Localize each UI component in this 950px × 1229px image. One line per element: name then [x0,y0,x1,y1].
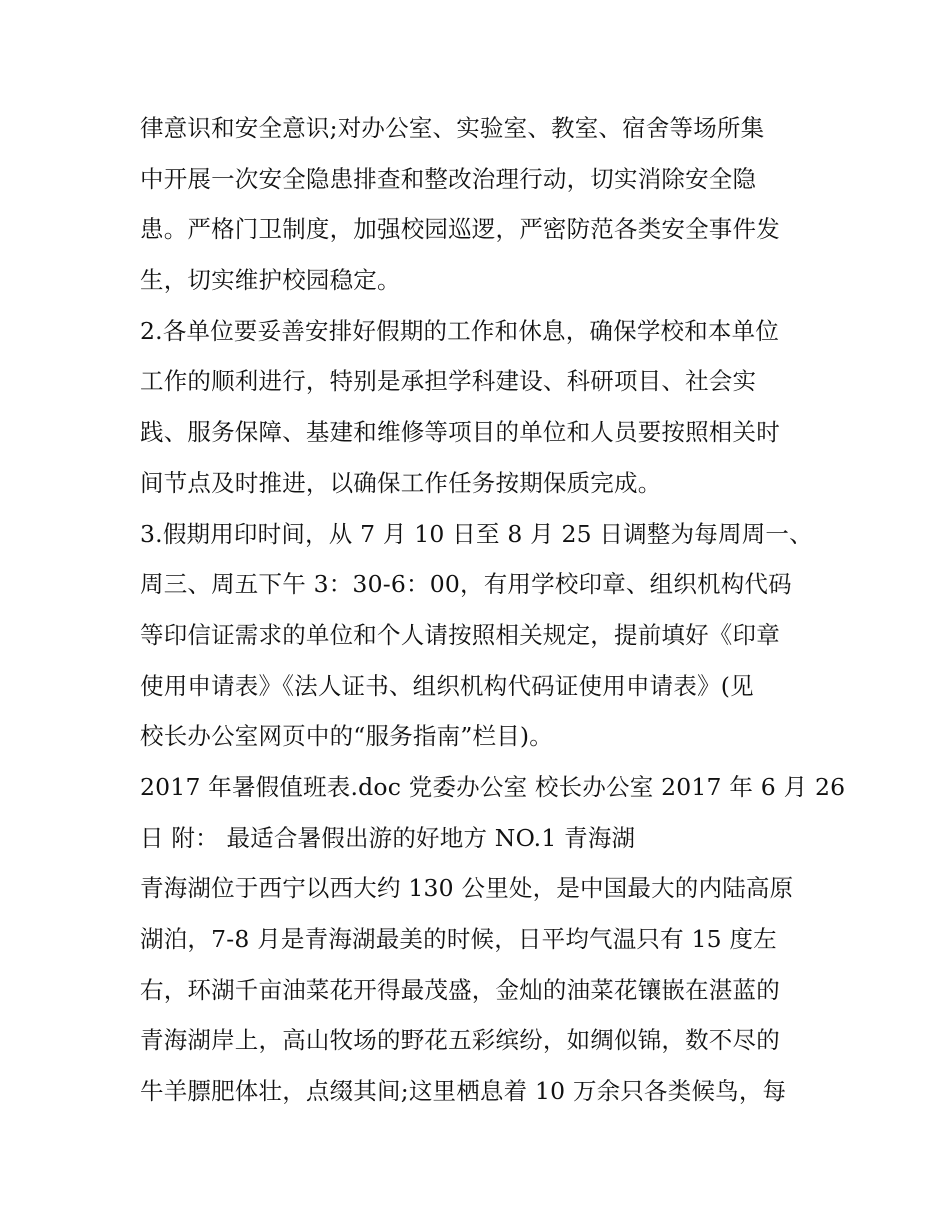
text-line: 践、服务保障、基建和维修等项目的单位和人员要按照相关时 [140,418,780,447]
text-line: 等印信证需求的单位和个人请按照相关规定，提前填好《印章 [140,620,780,649]
text-line: 3.假期用印时间，从 7 月 10 日至 8 月 25 日调整为每周周一、 [140,519,813,548]
text-line: 湖泊，7-8 月是青海湖最美的时候，日平均气温只有 15 度左 [140,925,777,953]
text-line: 牛羊膘肥体壮，点缀其间;这里栖息着 10 万余只各类候鸟，每 [140,1077,787,1106]
text-line: 工作的顺利进行，特别是承担学科建设、科研项目、社会实 [140,367,757,396]
text-line: 患。严格门卫制度，加强校园巡逻，严密防范各类安全事件发 [140,215,780,244]
text-line: 青海湖岸上，高山牧场的野花五彩缤纷，如绸似锦，数不尽的 [140,1026,780,1055]
text-line: 日 附： 最适合暑假出游的好地方 NO.1 青海湖 [140,823,636,852]
text-line: 2017 年暑假值班表.doc 党委办公室 校长办公室 2017 年 6 月 26 [140,772,846,801]
text-line: 青海湖位于西宁以西大约 130 公里处，是中国最大的内陆高原 [140,874,794,903]
text-line: 使用申请表》《法人证书、组织机构代码证使用申请表》(见 [140,671,754,700]
text-line: 中开展一次安全隐患排查和整改治理行动，切实消除安全隐 [140,164,757,193]
text-line: 律意识和安全意识;对办公室、实验室、教室、宿舍等场所集 [140,114,765,142]
text-line: 生，切实维护校园稳定。 [140,266,401,295]
text-line: 右，环湖千亩油菜花开得最茂盛，金灿的油菜花镶嵌在湛蓝的 [140,975,780,1004]
text-line: 校长办公室网页中的“服务指南”栏目)。 [140,722,553,751]
body-text [140,103,846,1117]
text-line: 间节点及时推进，以确保工作任务按期保质完成。 [140,468,662,497]
text-line: 2.各单位要妥善安排好假期的工作和休息，确保学校和本单位 [140,316,780,345]
text-line: 周三、周五下午 3：30-6：00，有用学校印章、组织机构代码 [140,570,792,599]
